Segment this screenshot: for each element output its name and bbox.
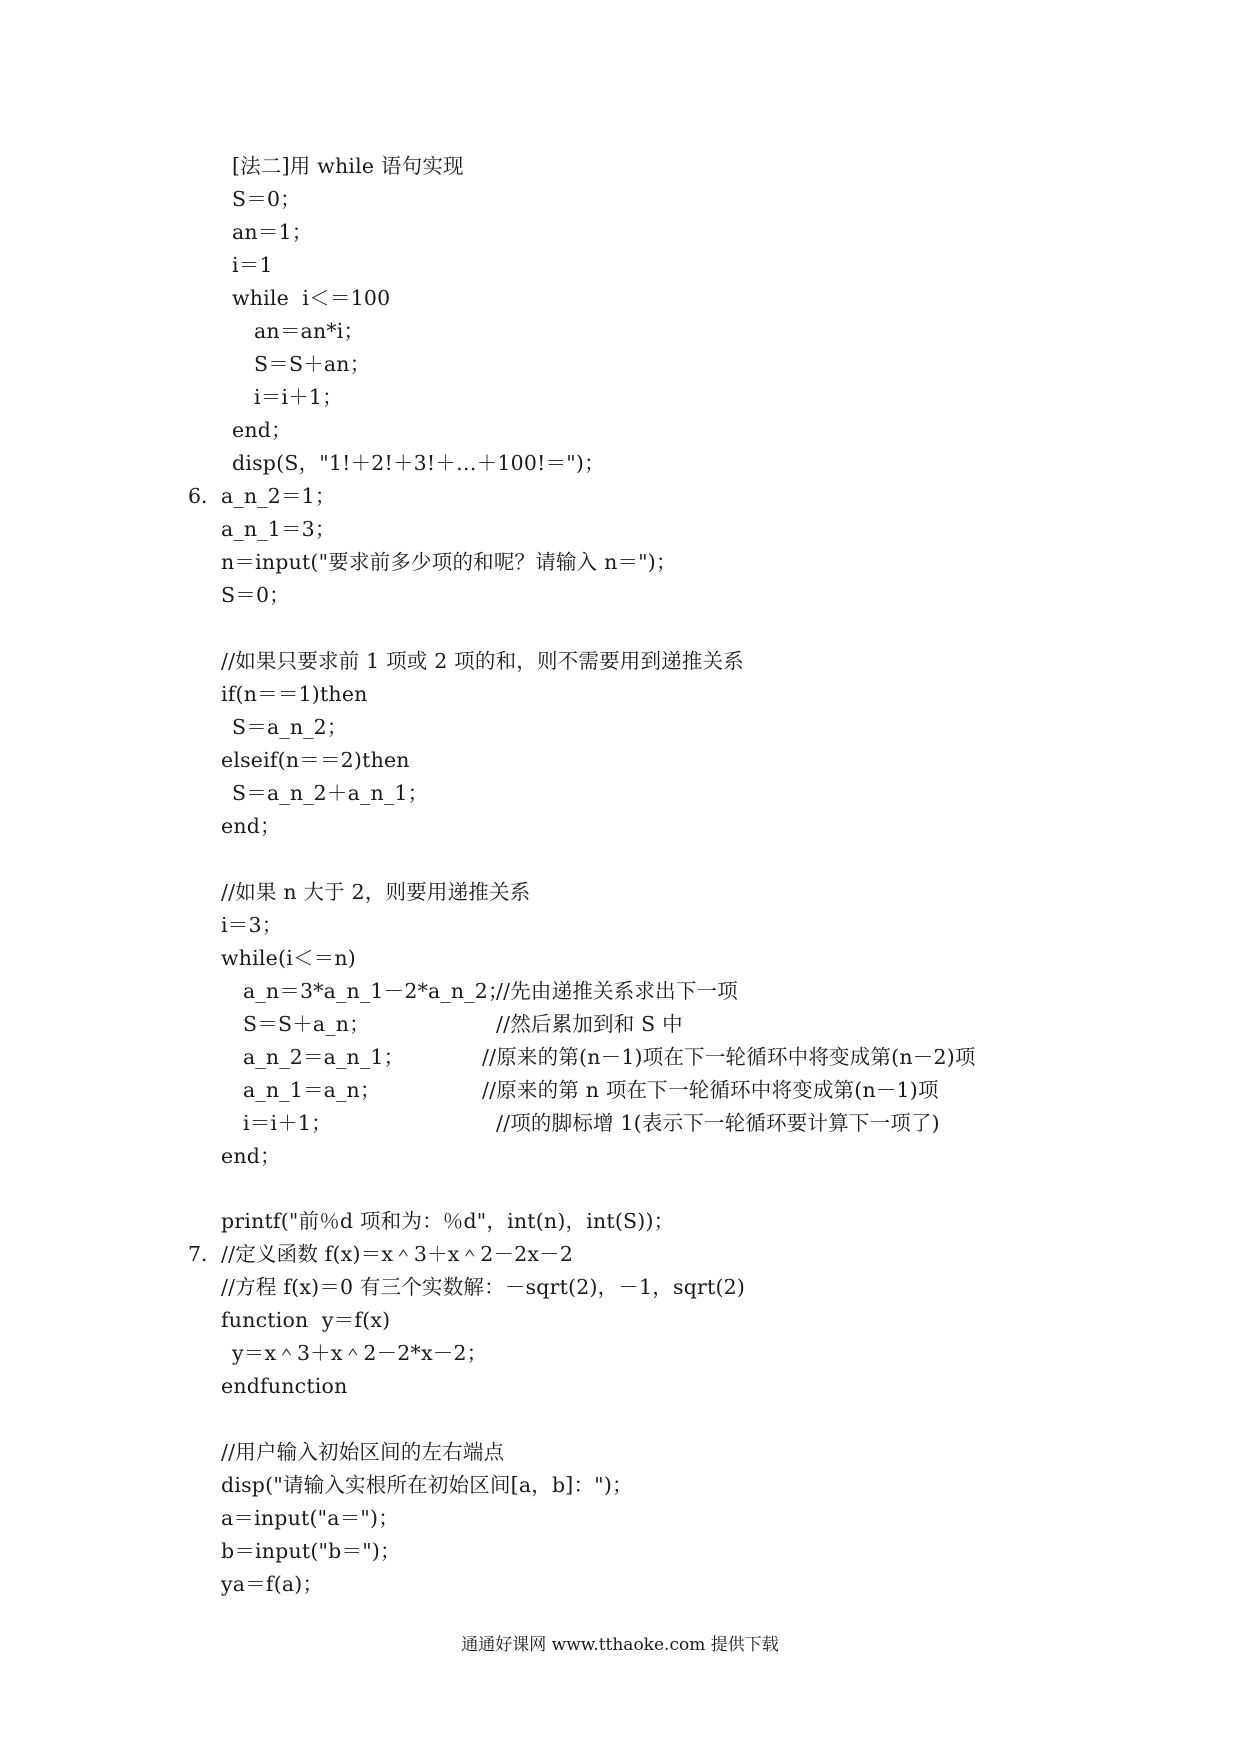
- code-line: b＝input("b＝")；: [221, 1539, 401, 1563]
- code-line: printf("前％d 项和为：％d"，int(n)，int(S))；: [221, 1209, 675, 1233]
- code-line: S＝S＋an；: [254, 352, 371, 376]
- code-line: end；: [221, 814, 281, 838]
- code-line: while i＜＝100: [232, 286, 391, 310]
- code-line: while(i＜＝n): [221, 946, 356, 970]
- code-line: if(n＝＝1)then: [221, 682, 368, 706]
- code-comment: //原来的第 n 项在下一轮循环中将变成第(n－1)项: [482, 1078, 939, 1102]
- code-line: disp("请输入实根所在初始区间[a，b]：")；: [221, 1473, 633, 1497]
- code-line: a_n_1＝3；: [221, 517, 336, 541]
- problem-number: 7．: [188, 1242, 222, 1266]
- code-comment: //先由递推关系求出下一项: [496, 979, 738, 1003]
- code-comment: //项的脚标增 1(表示下一轮循环要计算下一项了): [496, 1111, 940, 1135]
- code-comment: //方程 f(x)＝0 有三个实数解：－sqrt(2)，－1，sqrt(2): [221, 1275, 746, 1299]
- code-line: i＝1: [232, 253, 273, 277]
- method2-heading: [法二]用 while 语句实现: [232, 154, 464, 178]
- code-comment: //然后累加到和 S 中: [496, 1012, 683, 1036]
- code-line: end；: [232, 418, 292, 442]
- problem-number: 6．: [188, 484, 222, 508]
- code-comment: //用户输入初始区间的左右端点: [221, 1440, 505, 1464]
- code-line: a_n＝3*a_n_1－2*a_n_2；: [243, 979, 509, 1003]
- code-comment: //如果只要求前 1 项或 2 项的和，则不需要用到递推关系: [221, 649, 744, 673]
- code-line: n＝input("要求前多少项的和呢？请输入 n＝")；: [221, 550, 677, 574]
- code-line: i＝i＋1；: [243, 1111, 332, 1135]
- code-line: S＝a_n_2＋a_n_1；: [232, 781, 429, 805]
- code-line: a_n_2＝1；: [221, 484, 336, 508]
- code-line: S＝a_n_2；: [232, 715, 348, 739]
- code-comment: //定义函数 f(x)＝x＾3＋x＾2－2x－2: [221, 1242, 574, 1266]
- code-line: elseif(n＝＝2)then: [221, 748, 410, 772]
- code-line: endfunction: [221, 1374, 348, 1398]
- code-line: end；: [221, 1144, 281, 1168]
- code-line: i＝3；: [221, 913, 283, 937]
- code-line: function y＝f(x): [221, 1308, 391, 1332]
- code-line: a＝input("a＝")；: [221, 1506, 399, 1530]
- code-line: an＝an*i；: [254, 319, 365, 343]
- code-line: S＝0；: [232, 187, 301, 211]
- code-line: S＝0；: [221, 583, 290, 607]
- code-line: ya＝f(a)；: [221, 1572, 324, 1596]
- code-line: a_n_1＝a_n；: [243, 1078, 381, 1102]
- code-line: an＝1；: [232, 220, 313, 244]
- page-footer: 通通好课网 www.tthaoke.com 提供下载: [461, 1635, 779, 1655]
- code-line: a_n_2＝a_n_1；: [243, 1045, 405, 1069]
- code-line: disp(S，"1!＋2!＋3!＋…＋100!＝")；: [232, 451, 605, 475]
- code-line: y＝x＾3＋x＾2－2*x－2；: [232, 1341, 488, 1365]
- code-comment: //原来的第(n－1)项在下一轮循环中将变成第(n－2)项: [482, 1045, 976, 1069]
- code-line: i＝i＋1；: [254, 385, 343, 409]
- code-comment: //如果 n 大于 2，则要用递推关系: [221, 880, 531, 904]
- code-line: S＝S＋a_n；: [243, 1012, 370, 1036]
